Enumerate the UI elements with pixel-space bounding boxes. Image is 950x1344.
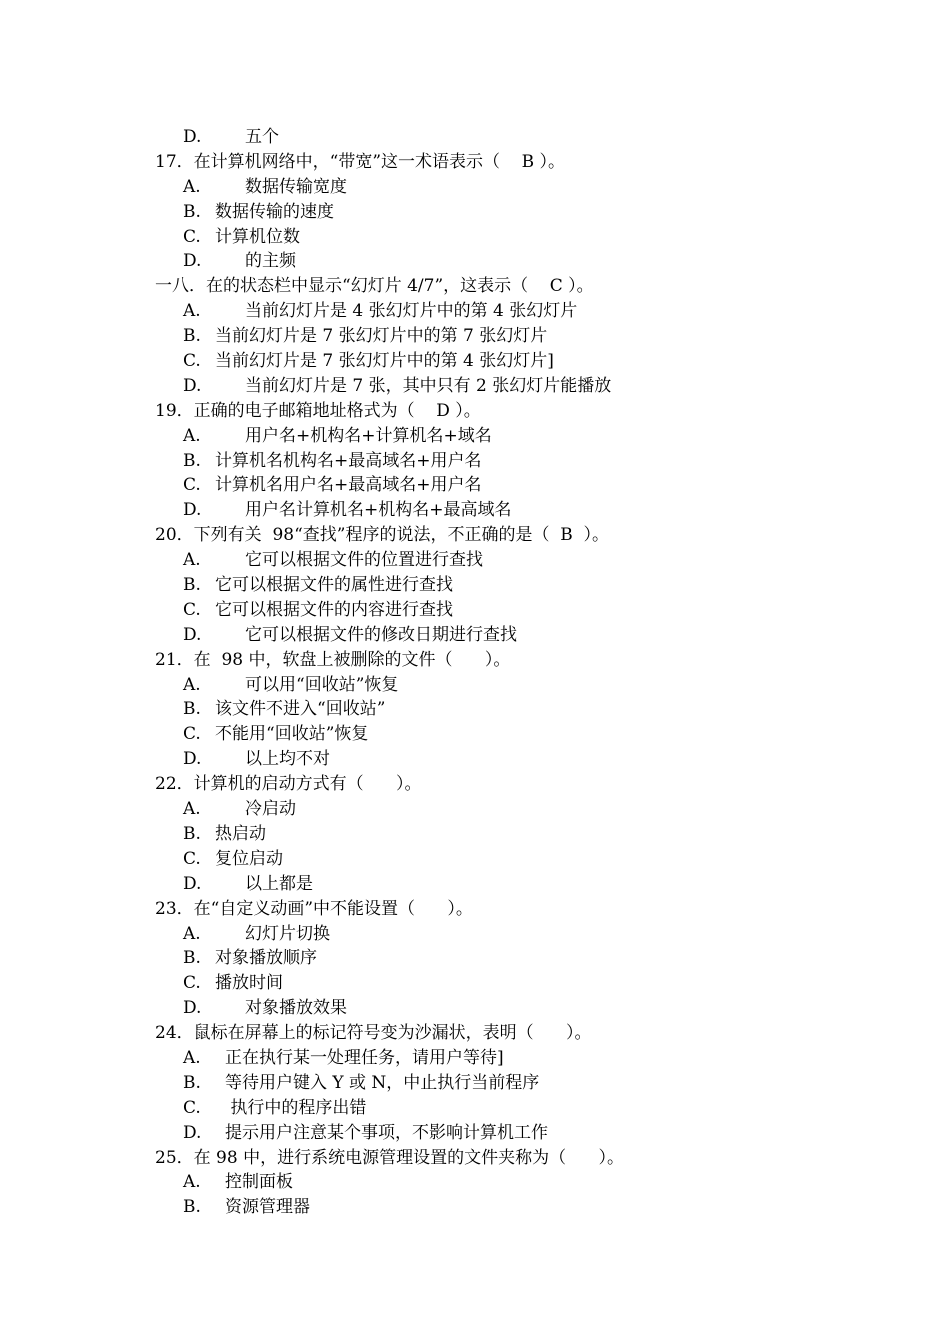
option-text: 正在执行某一处理任务，请用户等待] [225,1047,504,1068]
option-label: D. [183,127,202,147]
option-label: B. [183,201,201,222]
option-label: C. [183,973,201,994]
option-line [0,498,950,523]
option-label: D. [183,251,202,272]
option-line [0,324,950,349]
option-label: D. [183,873,202,894]
question-text: 21．在 98 中，软盘上被删除的文件（ ）。 [155,649,511,670]
option-text: 用户名+机构名+计算机名+域名 [245,425,492,446]
option-text: 当前幻灯片是 7 张，其中只有 2 张幻灯片能播放 [245,375,612,396]
option-line [0,299,950,324]
option-line [0,673,950,698]
option-text: 它可以根据文件的修改日期进行查找 [245,624,517,645]
option-text: 以上均不对 [245,749,330,770]
option-line [0,200,950,225]
option-text: 计算机位数 [215,226,300,247]
option-line [0,424,950,449]
option-label: A. [183,799,201,820]
question-text: 一八．在的状态栏中显示“幻灯片 4/7”，这表示（ C ）。 [155,276,594,297]
option-label: B. [183,699,201,720]
option-line [0,747,950,772]
option-label: B. [183,1197,201,1218]
option-label: A. [183,425,201,446]
question-text: 23．在“自定义动画”中不能设置（ ）。 [155,898,473,919]
option-label: D. [183,998,202,1019]
option-line [0,623,950,648]
option-label: A. [183,301,201,322]
option-line [0,797,950,822]
option-line [0,1195,950,1220]
option-line [0,374,950,399]
question-text: 22．计算机的启动方式有（ ）。 [155,774,422,795]
option-text: 计算机名用户名+最高域名+用户名 [215,475,482,496]
option-label: B. [183,948,201,969]
option-line [0,996,950,1021]
option-label: C. [183,599,201,620]
option-text: 数据传输的速度 [215,201,334,222]
option-label: B. [183,575,201,596]
option-line [0,175,950,200]
option-line [0,1096,950,1121]
option-line [0,449,950,474]
option-label: B. [183,326,201,347]
option-text: 可以用“回收站”恢复 [245,674,399,695]
option-line [0,822,950,847]
option-text: 控制面板 [225,1172,293,1193]
option-text: 以上都是 [245,873,313,894]
option-text: 计算机名机构名+最高域名+用户名 [215,450,482,471]
option-text: 的主频 [245,251,296,272]
option-label: B. [183,823,201,844]
question-text: 17．在计算机网络中，“带宽”这一术语表示（ B ）。 [155,151,566,172]
option-text: 复位启动 [215,848,283,869]
option-text: 它可以根据文件的内容进行查找 [215,599,453,620]
option-line [0,598,950,623]
option-line [0,1170,950,1195]
option-text: 不能用“回收站”恢复 [215,724,369,745]
option-label: D. [183,1122,202,1143]
question-text: 24．鼠标在屏幕上的标记符号变为沙漏状，表明（ ）。 [155,1023,592,1044]
option-text: 该文件不进入“回收站” [215,699,386,720]
option-label: A. [183,550,201,571]
option-label: D. [183,749,202,770]
option-text: 数据传输宽度 [245,176,347,197]
option-line [0,125,950,150]
option-line [0,349,950,374]
option-line [0,946,950,971]
option-label: D. [183,624,202,645]
option-label: C. [183,351,201,372]
option-text: 热启动 [215,823,266,844]
option-line [0,573,950,598]
question-text: 25．在 98 中，进行系统电源管理设置的文件夹称为（ ）。 [155,1147,624,1168]
option-label: C. [183,226,201,247]
option-label: D. [183,500,202,521]
option-text: 对象播放效果 [245,998,347,1019]
option-line [0,872,950,897]
option-text: 提示用户注意某个事项，不影响计算机工作 [225,1122,548,1143]
option-line [0,225,950,250]
option-text: 它可以根据文件的位置进行查找 [245,550,483,571]
option-line [0,847,950,872]
option-label: A. [183,1172,201,1193]
option-label: C. [183,848,201,869]
option-text: 播放时间 [215,973,283,994]
option-text: 当前幻灯片是 7 张幻灯片中的第 7 张幻灯片 [215,326,548,347]
option-line [0,1071,950,1096]
option-text: 它可以根据文件的属性进行查找 [215,575,453,596]
option-label: C. [183,475,201,496]
option-line [0,922,950,947]
option-label: B. [183,1072,201,1093]
option-line [0,697,950,722]
document-page [0,125,950,1220]
option-label: C. [183,1097,201,1118]
option-line [0,473,950,498]
option-line [0,722,950,747]
option-text: 冷启动 [245,799,296,820]
option-label: A. [183,1047,201,1068]
option-line [0,548,950,573]
option-text: 当前幻灯片是 7 张幻灯片中的第 4 张幻灯片] [215,351,554,372]
option-text: 用户名计算机名+机构名+最高域名 [245,500,512,521]
option-text: 对象播放顺序 [215,948,317,969]
question-text: 19．正确的电子邮箱地址格式为（ D ）。 [155,400,481,421]
option-text: 等待用户键入 Y 或 N，中止执行当前程序 [225,1072,540,1093]
option-label: B. [183,450,201,471]
option-line [0,1046,950,1071]
option-line [0,249,950,274]
option-text: 幻灯片切换 [245,923,330,944]
option-text: 当前幻灯片是 4 张幻灯片中的第 4 张幻灯片 [245,301,578,322]
question-text: 20．下列有关 98“查找”程序的说法，不正确的是（ B ）。 [155,525,610,546]
option-text: 资源管理器 [225,1197,310,1218]
option-text: 执行中的程序出错 [225,1097,367,1118]
option-label: D. [183,375,202,396]
option-label: C. [183,724,201,745]
option-text: 五个 [245,127,279,147]
option-line [0,1121,950,1146]
option-label: A. [183,923,201,944]
option-label: A. [183,176,201,197]
option-label: A. [183,674,201,695]
option-line [0,971,950,996]
